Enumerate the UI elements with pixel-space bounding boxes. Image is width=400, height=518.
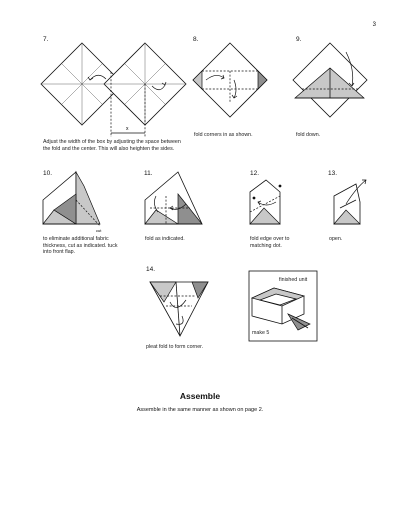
- step-12-diagram: [246, 166, 296, 236]
- step-7-diagram: [40, 42, 190, 142]
- step-10-number: 10.: [43, 170, 53, 177]
- step-13-number: 13.: [328, 170, 338, 177]
- finished-unit-note: make 5: [252, 330, 270, 336]
- finished-unit-title: finished unit: [279, 277, 308, 283]
- step-10-caption: to eliminate additional fabric thickness, cut as indicated. tuck into front flap.: [43, 236, 118, 256]
- step-9-diagram: [292, 42, 372, 122]
- step-14-diagram: [146, 276, 212, 342]
- step-11-caption: fold as indicated.: [145, 236, 185, 242]
- step-7-x-label: x: [126, 126, 129, 132]
- assemble-text: Assemble in the same manner as shown on page 2.: [136, 407, 264, 413]
- step-11-number: 11.: [144, 170, 153, 177]
- step-13-caption: open.: [329, 236, 343, 242]
- step-9-number: 9.: [296, 36, 302, 43]
- step-12-caption: fold edge over to matching dot.: [250, 236, 290, 249]
- step-10-cut-label: cut: [96, 228, 102, 233]
- step-7-caption: Adjust the width of the box by adjusting the space between the fold and the center. This will also heighten the sides.: [43, 139, 181, 152]
- step-10-diagram: [40, 166, 110, 236]
- step-14-number: 14.: [146, 266, 156, 273]
- step-11-diagram: [142, 166, 212, 236]
- step-13-diagram: [326, 166, 376, 236]
- step-8-caption: fold corners in as shown.: [194, 132, 253, 138]
- assemble-heading: Assemble: [179, 391, 221, 401]
- page-number: 3: [372, 22, 376, 28]
- step-7-number: 7.: [43, 36, 49, 43]
- step-8-number: 8.: [193, 36, 199, 43]
- step-14-caption: pleat fold to form corner.: [146, 344, 204, 350]
- step-12-number: 12.: [250, 170, 260, 177]
- step-9-caption: fold down.: [296, 132, 321, 138]
- step-8-diagram: [192, 42, 272, 122]
